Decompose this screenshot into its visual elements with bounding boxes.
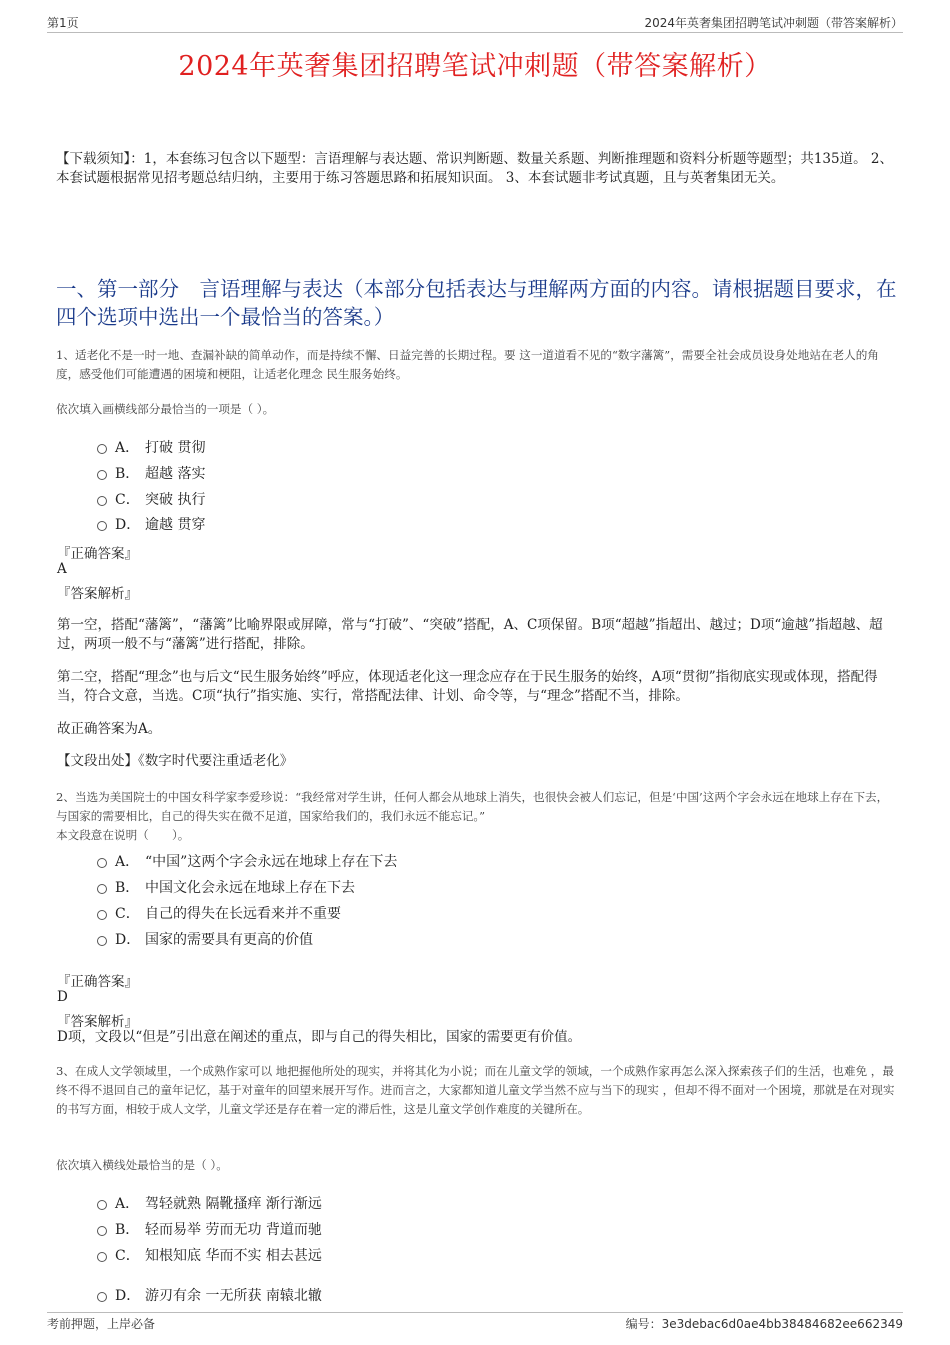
question-2-prompt: 本文段意在说明（ ）。 xyxy=(56,828,190,842)
question-1-option-a[interactable]: A． 打破 贯彻 xyxy=(97,437,205,457)
radio-icon[interactable] xyxy=(97,470,107,480)
question-1-option-b[interactable]: B． 超越 落实 xyxy=(97,463,205,483)
radio-icon[interactable] xyxy=(97,910,107,920)
radio-icon[interactable] xyxy=(97,1226,107,1236)
question-2-option-a[interactable]: A． “中国”这两个字会永远在地球上存在下去 xyxy=(97,851,397,871)
radio-icon[interactable] xyxy=(97,858,107,868)
page-title: 2024年英奢集团招聘笔试冲刺题（带答案解析） xyxy=(178,51,772,82)
question-3-option-a[interactable]: A． 驾轻就熟 隔靴搔痒 渐行渐远 xyxy=(97,1193,322,1213)
question-3-prompt: 依次填入横线处最恰当的是（ ）。 xyxy=(56,1158,228,1172)
radio-icon[interactable] xyxy=(97,1292,107,1302)
page-header xyxy=(47,14,903,33)
question-1-answer: A xyxy=(57,561,67,577)
radio-icon[interactable] xyxy=(97,884,107,894)
radio-icon[interactable] xyxy=(97,496,107,506)
question-1-analysis-p1: 第一空，搭配“藩篱”，“藩篱”比喻界限或屏障，常与“打破”、“突破”搭配，A、C项保留。B项“超越”指超出、越过；D项“逾越”指超越、超过，两项一般不与“藩篱”进行搭配，排除。 xyxy=(57,617,883,652)
question-3-stem: 3、在成人文学领域里，一个成熟作家可以 地把握他所处的现实，并将其化为小说；而在儿童文学的领域，一个成熟作家再怎么深入探索孩子们的生活，也难免 ，最终不得不退回自己的童年记忆，基于对童年的回望来展开写作。进而言之，大家都知道儿童文学当然不应与当下的现实 ，但却不得不面对一个困境，那就是在对现实的书写方面，相较于成人文学，儿童文学还是存在着一定的滞后性，这是儿童文学创作难度的关键所在。 xyxy=(56,1064,895,1116)
question-2-option-c[interactable]: C． 自己的得失在长远看来并不重要 xyxy=(97,903,341,923)
question-2-analysis-label: 『答案解析』 xyxy=(57,1014,138,1030)
question-2-stem: 2、当选为美国院士的中国女科学家李爱珍说：“我经常对学生讲，任何人都会从地球上消失，也很快会被人们忘记，但是‘中国’这两个字会永远在地球上存在下去，与国家的需要相比，自己的得失实在微不足道，国家给我们的，我们永远不能忘记。” xyxy=(56,790,889,823)
footer-doc-id: 编号：3e3debac6d0ae4bb38484682ee662349 xyxy=(625,1317,903,1331)
question-1-prompt: 依次填入画横线部分最恰当的一项是（ ）。 xyxy=(56,402,275,416)
question-1-source: 【文段出处】《数字时代要注重适老化》 xyxy=(57,753,294,769)
question-1-analysis-p3: 故正确答案为A。 xyxy=(57,721,162,737)
question-2-option-b[interactable]: B． 中国文化会永远在地球上存在下去 xyxy=(97,877,355,897)
download-notice: 【下载须知】：1，本套练习包含以下题型：言语理解与表达题、常识判断题、数量关系题、判断推理题和资料分析题等题型；共135道。 2、本套试题根据常见招考题总结归纳，主要用于练习答题思路和拓展知识面。 3、本套试题非考试真题，且与英奢集团无关。 xyxy=(56,151,893,186)
radio-icon[interactable] xyxy=(97,1200,107,1210)
radio-icon[interactable] xyxy=(97,521,107,531)
page-footer xyxy=(47,1312,903,1330)
radio-icon[interactable] xyxy=(97,936,107,946)
section-heading: 一、第一部分 言语理解与表达（本部分包括表达与理解两方面的内容。请根据题目要求，在四个选项中选出一个最恰当的答案。） xyxy=(56,277,897,329)
footer-slogan: 考前押题，上岸必备 xyxy=(47,1317,156,1331)
question-3-option-d[interactable]: D． 游刃有余 一无所获 南辕北辙 xyxy=(97,1285,322,1305)
header-doc-title: 2024年英奢集团招聘笔试冲刺题（带答案解析） xyxy=(644,16,903,30)
question-1-answer-label: 『正确答案』 xyxy=(57,546,138,562)
question-2-answer-label: 『正确答案』 xyxy=(57,974,138,990)
question-2-option-d[interactable]: D． 国家的需要具有更高的价值 xyxy=(97,929,313,949)
question-2-analysis: D项，文段以“但是”引出意在阐述的重点，即与自己的得失相比，国家的需要更有价值。 xyxy=(57,1029,582,1045)
question-3-option-c[interactable]: C． 知根知底 华而不实 相去甚远 xyxy=(97,1245,322,1265)
question-1-analysis-p2: 第二空，搭配“理念”也与后文“民生服务始终”呼应，体现适老化这一理念应存在于民生服务的始终，A项“贯彻”指彻底实现或体现，搭配得当，符合文意，当选。C项“执行”指实施、实行，常搭配法律、计划、命令等，与“理念”搭配不当，排除。 xyxy=(57,669,878,704)
question-1-option-c[interactable]: C． 突破 执行 xyxy=(97,489,205,509)
question-1-analysis-label: 『答案解析』 xyxy=(57,586,138,602)
question-3-option-b[interactable]: B． 轻而易举 劳而无功 背道而驰 xyxy=(97,1219,322,1239)
question-2-answer: D xyxy=(57,989,68,1005)
question-1-stem: 1、适老化不是一时一地、查漏补缺的简单动作，而是持续不懈、日益完善的长期过程。要 这一道道看不见的“数字藩篱”，需要全社会成员设身处地站在老人的角度，感受他们可能遭遇的困境和梗阻，让适老化理念 民生服务始终。 xyxy=(56,348,879,381)
radio-icon[interactable] xyxy=(97,1252,107,1262)
question-1-option-d[interactable]: D． 逾越 贯穿 xyxy=(97,514,205,534)
page-number: 第1页 xyxy=(47,16,79,30)
radio-icon[interactable] xyxy=(97,444,107,454)
